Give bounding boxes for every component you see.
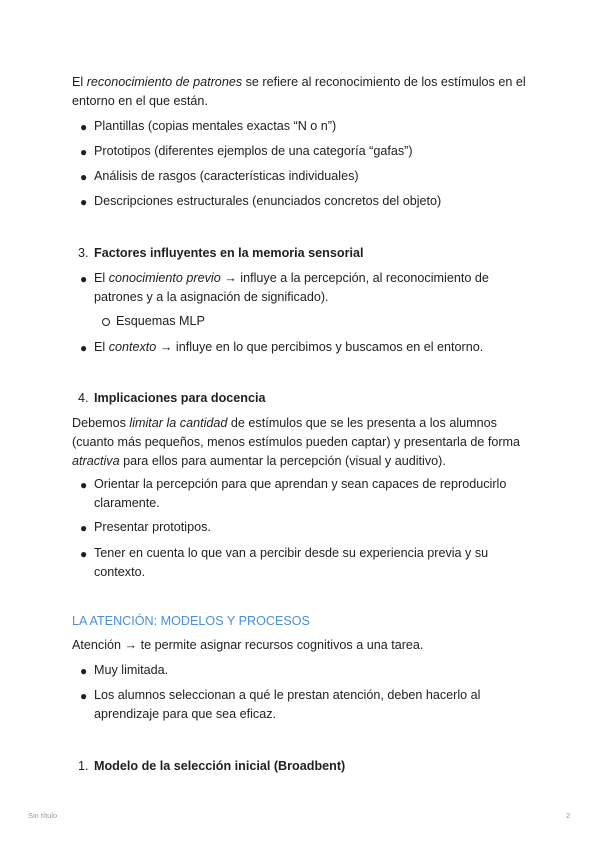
list-item: Tener en cuenta lo que van a percibir desde su experiencia previa y su contexto. xyxy=(94,546,489,579)
section-number: 1. xyxy=(78,759,89,773)
para-emphasis: atractiva xyxy=(72,454,120,468)
bullet-icon: ● xyxy=(80,547,88,561)
list-item: Plantillas (copias mentales exactas “N o n”) xyxy=(94,119,337,133)
list-item: Muy limitada. xyxy=(94,663,169,677)
para-text: Debemos xyxy=(72,416,130,430)
bullet-icon: ● xyxy=(80,521,88,535)
bullet-icon: ● xyxy=(80,689,88,703)
bullet-icon: ● xyxy=(80,195,88,209)
list-item xyxy=(94,338,530,357)
list-item: Orientar la percepción para que aprendan y sean capaces de reproducirlo claramente. xyxy=(94,477,507,510)
bullet-icon: ● xyxy=(80,145,88,159)
bullet-icon: ● xyxy=(80,170,88,184)
list-item: Los alumnos seleccionan a qué le prestan atención, deben hacerlo al aprendizaje para que sea eficaz. xyxy=(94,688,481,721)
para-emphasis: limitar la cantidad xyxy=(129,416,228,430)
attention-definition: Atención → te permite asignar recursos cognitivos a una tarea. xyxy=(72,638,424,652)
sub-list-item: Esquemas MLP xyxy=(116,314,205,328)
docencia-paragraph xyxy=(72,414,532,471)
bullet-icon: ● xyxy=(80,478,88,492)
intro-text-end: se refiere al reconocimiento de los estímulos en el entorno en el que están. xyxy=(72,75,526,108)
item-emphasis: contexto xyxy=(108,340,157,354)
section-heading: Implicaciones para docencia xyxy=(94,391,266,405)
list-item: Prototipos (diferentes ejemplos de una categoría “gafas”) xyxy=(94,144,413,158)
bullet-icon: ● xyxy=(80,664,88,678)
list-item: Análisis de rasgos (características individuales) xyxy=(94,169,359,183)
list-item: Presentar prototipos. xyxy=(94,520,211,534)
bullet-icon: ● xyxy=(80,272,88,286)
footer-doc-title: Sin título xyxy=(28,811,58,820)
item-text: El xyxy=(94,340,109,354)
section-number: 4. xyxy=(78,391,89,405)
item-text: → influye en lo que percibimos y buscamos en el entorno. xyxy=(156,340,484,354)
item-text: → influye a la percepción, al reconocimiento de patrones y a la asignación de significado). xyxy=(94,271,489,304)
bullet-icon: ● xyxy=(80,341,88,355)
para-text: para ellos para aumentar la percepción (visual y auditivo). xyxy=(119,454,446,468)
intro-text-start: El xyxy=(72,75,87,89)
footer-page-number: 2 xyxy=(566,811,571,820)
hollow-bullet-icon xyxy=(102,318,110,326)
list-item xyxy=(94,269,530,307)
intro-emphasis: reconocimiento de patrones xyxy=(86,75,243,89)
section-heading: Factores influyentes en la memoria sensorial xyxy=(94,246,364,260)
item-text: El xyxy=(94,271,109,285)
list-item: Descripciones estructurales (enunciados concretos del objeto) xyxy=(94,194,442,208)
section-heading: Modelo de la selección inicial (Broadbent) xyxy=(94,759,346,773)
bullet-icon: ● xyxy=(80,120,88,134)
para-text: de estímulos que se les presenta a los alumnos (cuanto más pequeños, menos estímulos pueden captar) y presentarla de forma xyxy=(72,416,521,449)
section-title: LA ATENCIÓN: MODELOS Y PROCESOS xyxy=(72,614,310,628)
item-emphasis: conocimiento previo xyxy=(108,271,221,285)
intro-paragraph xyxy=(72,73,532,111)
section-number: 3. xyxy=(78,246,89,260)
